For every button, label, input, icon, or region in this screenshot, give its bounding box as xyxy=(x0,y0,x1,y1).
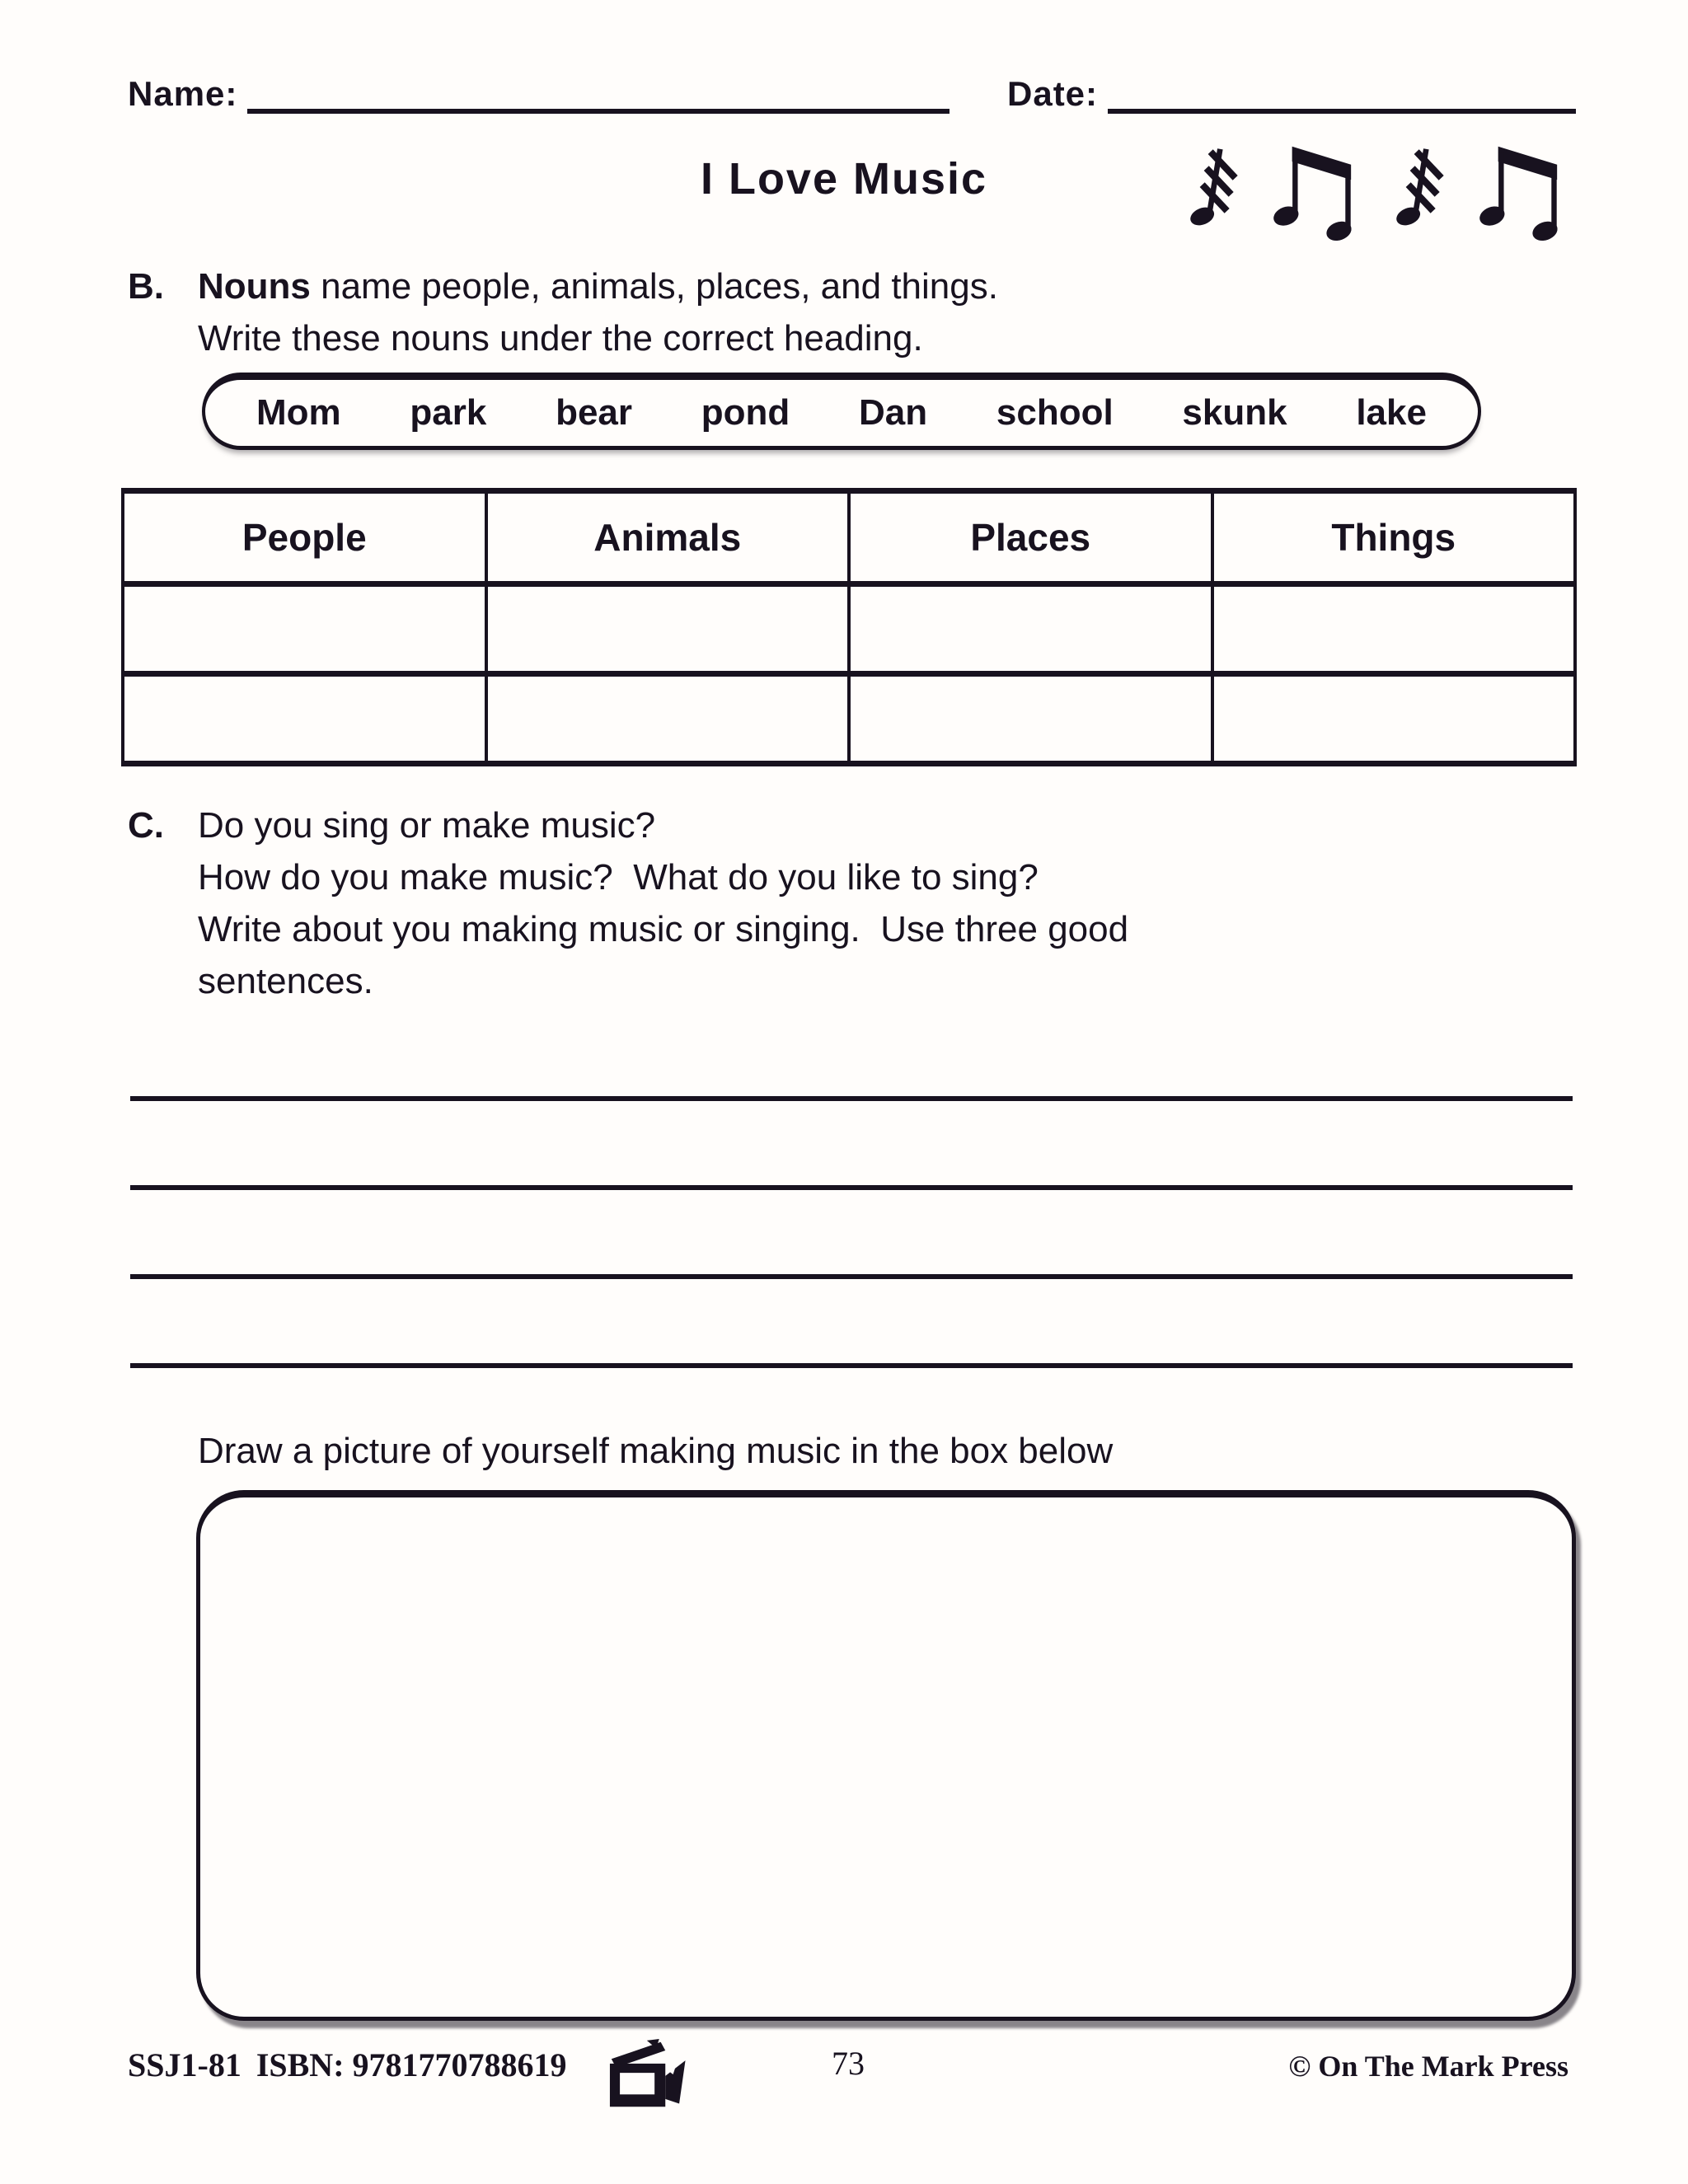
music-notes-group xyxy=(1172,132,1568,255)
writing-line-4[interactable] xyxy=(130,1363,1573,1368)
answer-cell[interactable] xyxy=(486,674,850,764)
word-bank-word: park xyxy=(410,392,487,433)
writing-lines xyxy=(130,1096,1573,1368)
section-b xyxy=(128,260,1576,364)
column-header-places: Places xyxy=(849,491,1212,584)
answer-cell[interactable] xyxy=(849,674,1212,764)
table-row xyxy=(123,674,1575,764)
date-field-group xyxy=(1007,73,1576,114)
writing-line-2[interactable] xyxy=(130,1185,1573,1190)
word-bank-word: Mom xyxy=(256,392,341,433)
table-header-row xyxy=(123,491,1575,584)
answer-cell[interactable] xyxy=(1212,674,1576,764)
answer-cell[interactable] xyxy=(486,584,850,674)
writing-line-1[interactable] xyxy=(130,1096,1573,1101)
nouns-keyword: Nouns xyxy=(198,266,311,307)
section-c-instruction-line4: sentences. xyxy=(198,961,373,1001)
section-b-instruction-rest: name people, animals, places, and things. xyxy=(310,266,998,307)
answer-cell[interactable] xyxy=(123,674,486,764)
sixteenth-note-icon xyxy=(1172,132,1254,247)
footer xyxy=(128,2034,1568,2100)
word-bank-word: skunk xyxy=(1182,392,1287,433)
date-label: Date: xyxy=(1007,74,1099,113)
column-header-animals: Animals xyxy=(486,491,850,584)
word-bank-word: lake xyxy=(1356,392,1427,433)
beamed-eighth-notes-icon xyxy=(1477,132,1568,247)
name-underline[interactable] xyxy=(247,73,950,114)
product-code: SSJ1-81 xyxy=(128,2046,241,2083)
copyright-text: © On The Mark Press xyxy=(1288,2050,1568,2083)
section-b-instruction-line1 xyxy=(198,260,1576,312)
answer-cell[interactable] xyxy=(849,584,1212,674)
word-bank-word: school xyxy=(996,392,1114,433)
section-c-question-line1: Do you sing or make music? xyxy=(198,805,656,846)
noun-sorting-table xyxy=(121,488,1577,766)
beamed-eighth-notes-icon xyxy=(1271,132,1362,247)
date-underline[interactable] xyxy=(1108,73,1576,114)
word-bank-word: Dan xyxy=(859,392,928,433)
section-c xyxy=(128,799,1576,1007)
page-number: 73 xyxy=(832,2045,865,2082)
section-c-question-line2: How do you make music? What do you like to sing? xyxy=(198,857,1039,898)
drawing-box[interactable] xyxy=(196,1490,1576,2021)
sixteenth-note-icon xyxy=(1378,132,1461,247)
name-label: Name: xyxy=(128,74,238,113)
answer-cell[interactable] xyxy=(123,584,486,674)
page-title: I Love Music xyxy=(700,154,988,204)
word-bank xyxy=(202,373,1481,450)
name-field-group xyxy=(128,73,950,114)
isbn-text: ISBN: 9781770788619 xyxy=(256,2046,567,2083)
draw-prompt: Draw a picture of yourself making music in the box below xyxy=(198,1431,1114,1471)
column-header-things: Things xyxy=(1212,491,1576,584)
section-b-label: B. xyxy=(128,266,164,307)
answer-cell[interactable] xyxy=(1212,584,1576,674)
word-bank-word: pond xyxy=(701,392,790,433)
section-c-label: C. xyxy=(128,805,164,846)
writing-line-3[interactable] xyxy=(130,1274,1573,1279)
table-row xyxy=(123,584,1575,674)
section-b-instruction-line2: Write these nouns under the correct heading. xyxy=(198,318,923,359)
column-header-people: People xyxy=(123,491,486,584)
header-row xyxy=(128,73,1576,114)
word-bank-word: bear xyxy=(556,392,633,433)
section-c-instruction-line3: Write about you making music or singing. Use three good xyxy=(198,909,1129,949)
